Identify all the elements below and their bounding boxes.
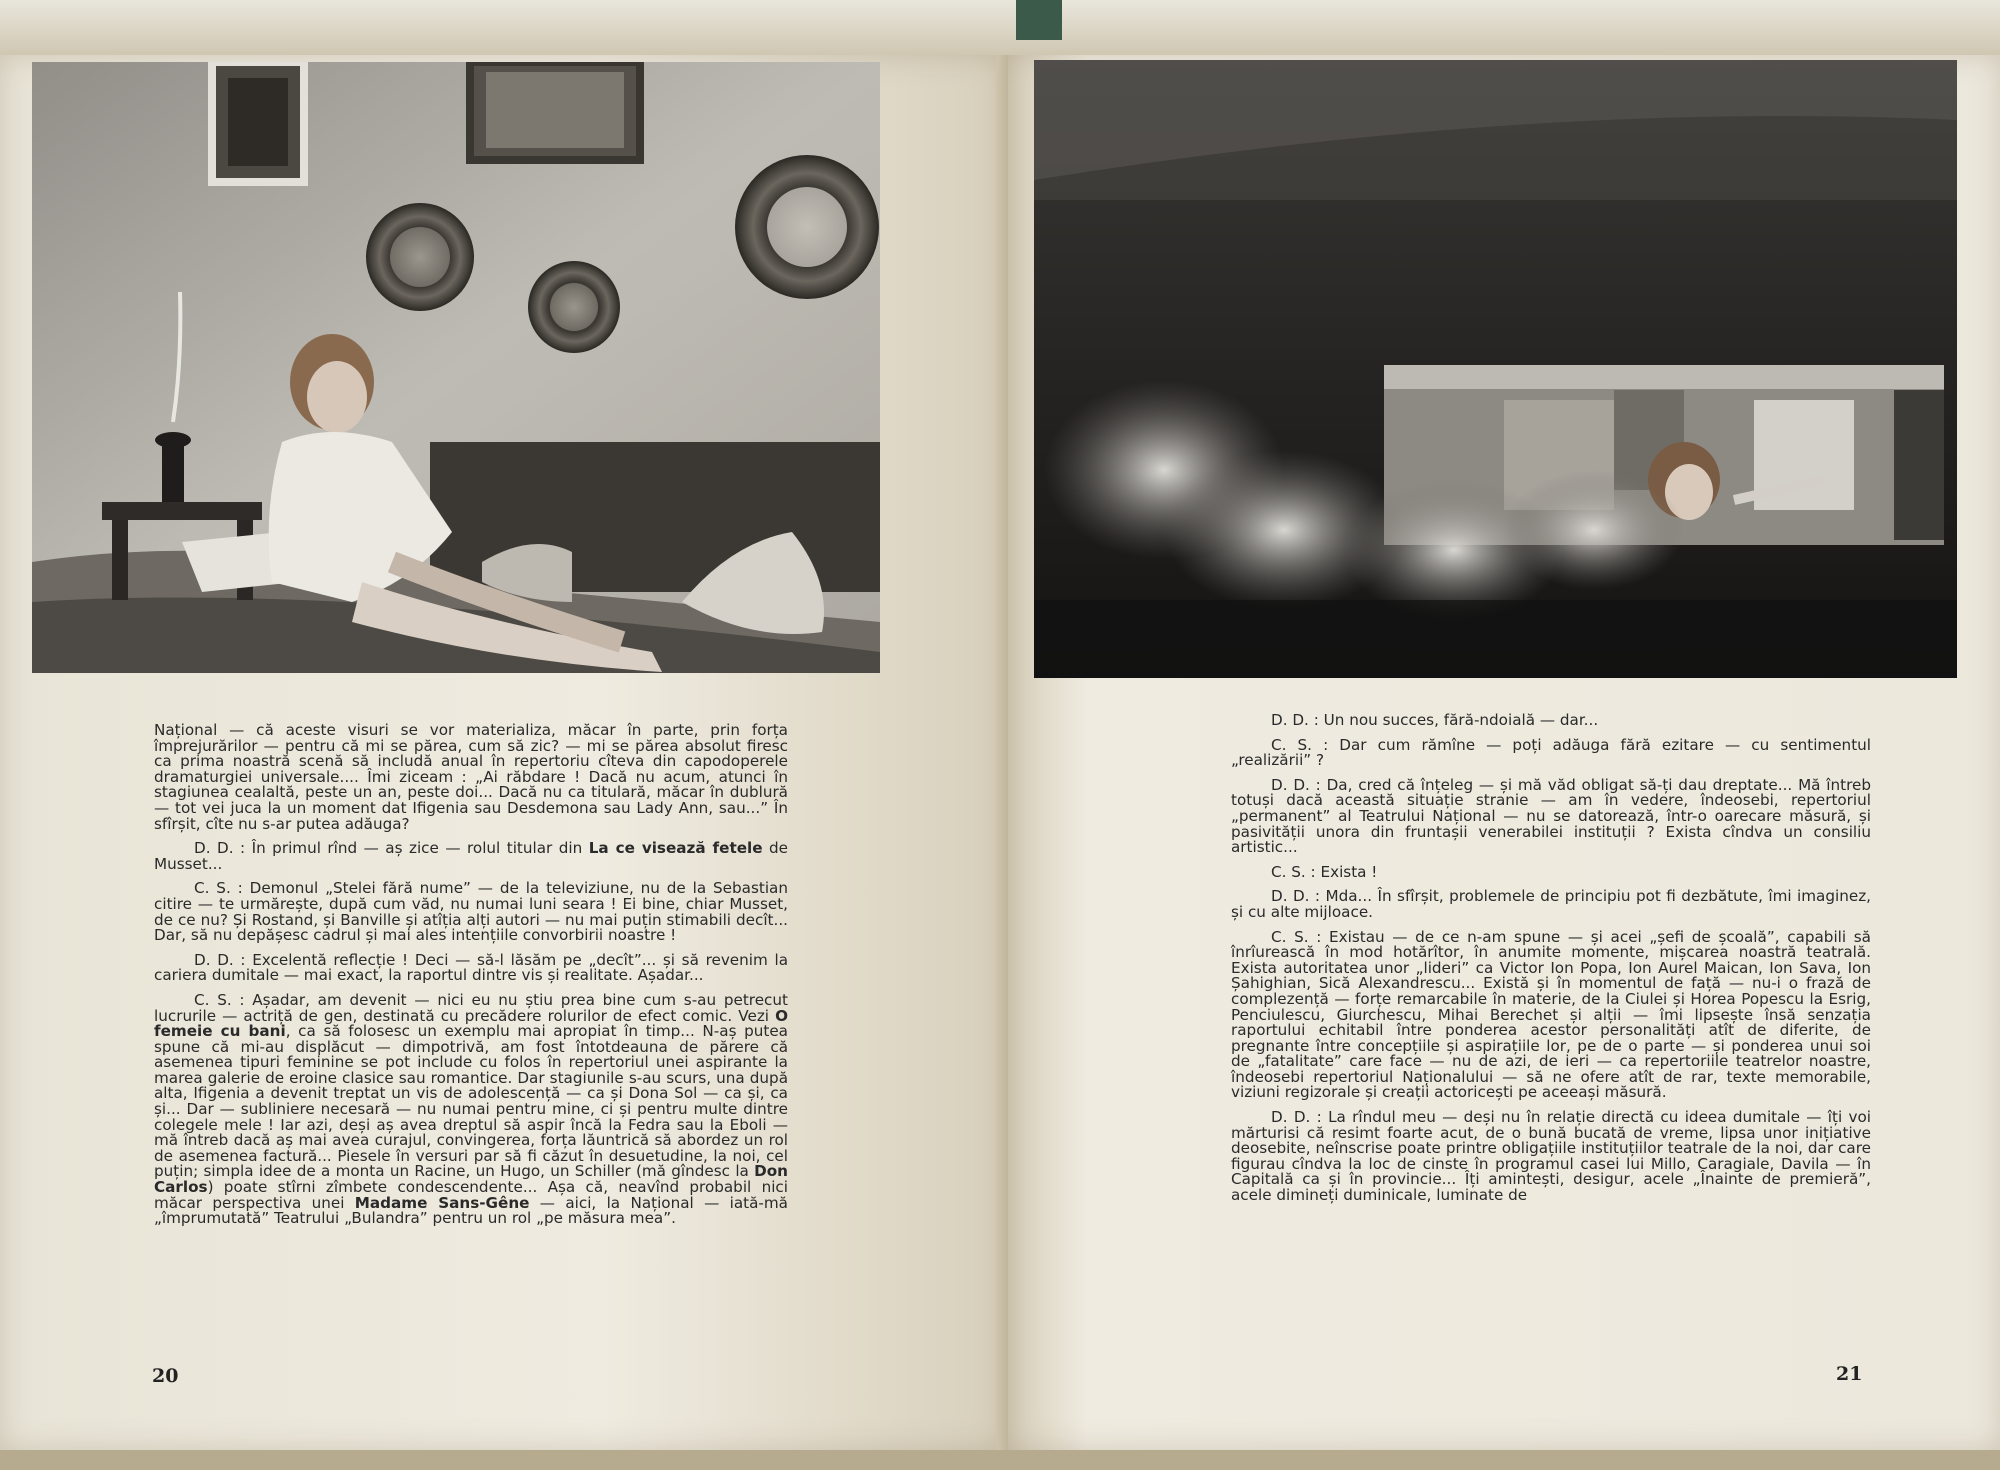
page-number-left: 20 [152, 1365, 179, 1387]
title-emphasis: La ce visează fetele [588, 839, 763, 858]
text-run: C. S. : Existau — de ce n-am spune — și acei „șefi de școală”, capabili să înrîurească în mod hotărîtor, în anumite momente, mișcarea noastră teatrală. Exista autoritatea unor „lideri” ca Victor Ion Popa, Ion Aurel Maican, Ion Sava, Ion Șahighian, Sică Alexandrescu... Există și în momentul de față — nu-i o frază de complezență — forțe remarcabile în materie, de la Ciulei și Horea Popescu la Esrig, Penciulescu, Giurchescu, Mihai Berechet și alții — îmi lipsește însă senzația raportului echitabil între ponderea acestor personalități atît de diferite, de pregnante între concepțiile și aspirațiile lor, pe de o parte — și ponderea unui soi de „fatalitate” care face — nu de azi, de ieri — ca repertoriile teatrelor noastre, îndeosebi repertoriul Naționalului — să ne ofere atît de rar, texte memorabile, viziuni regizorale și creații actoricești pe aceeași măsură. [1231, 927, 1871, 1102]
text-run: D. D. : La rîndul meu — deși nu în relație directă cu ideea dumitale — îți voi mărturisi că resimt foarte acut, de o bună bucată de vreme, lipsa unor inițiative deosebite, neînscrise poate printre obligațiile instituțiilor teatrale de la noi, dar care figurau cîndva la loc de cinste în programul casei lui Millo, Caragiale, Davila — în Capitală ca și în provincie... Îți amintești, desigur, acele „Înainte de premieră”, acele dimineți duminicale, luminate de [1231, 1108, 1871, 1205]
right-page-text [1231, 713, 1871, 1213]
right-paragraph [1231, 775, 1871, 857]
right-paragraph [1231, 1110, 1871, 1204]
text-run: , ca să folosesc un exemplu mai apropiat în timp... N-aș putea spune că mi-au displăcut — dimpotrivă, am fost întotdeauna de părere că asemenea tipuri feminine se pot include cu folos în repertoriul unei aspirante la marea galerie de eroine clasice sau romantice. Dar stagiunile s-au scurs, una după alta, Ifigenia a devenit treptat un vis de adolescență — ca și Dona Sol — ca și, ca și... Dar — subliniere necesară — nu numai pentru mine, ci și pentru multe dintre colegele mele ! Iar azi, deși aș avea dreptul să aspir încă la Fedra sau la Eboli — mă întreb dacă aș mai avea curajul, convingerea, forța lăuntrică să abordez un rol de asemenea factură... Piesele în versuri par să fi căzut în desuetudine, la noi, cel puțin; simpla idee de a monta un Racine, un Hugo, un Schiller (mă gîndesc la [154, 1022, 788, 1181]
text-run: Național — că aceste visuri se vor materializa, măcar în parte, prin forța împrejurărilor — pentru că mi se părea, cum să zic? — mi se părea absolut firesc ca prima noastră scenă să includă anual în repertoriu cîteva din capodoperele dramaturgiei universale.... Îmi ziceam : „Ai răbdare ! Dacă nu acum, atunci în stagiunea cealaltă, peste un an, peste doi... Dacă nu ca titulară, măcar în dublură — tot vei juca la un moment dat Ifigenia sau Desdemona sau Lady Ann, sau...” În sfîrșit, cîte nu s-ar putea adăuga? [154, 721, 788, 833]
text-run: C. S. : Așadar, am devenit — nici eu nu știu prea bine cum s-au petrecut lucrurile — actriță de gen, destinată cu precădere rolurilor de efect comic. Vezi [154, 990, 788, 1025]
left-page-text [154, 723, 788, 1236]
text-run: — aici, la Național — iată-mă „împrumutată” Teatrului „Bulandra” pentru un rol „pe măsura mea”. [154, 1193, 788, 1228]
text-run: D. D. : Excelentă reflecție ! Deci — să-l lăsăm pe „decît”... și să revenim la cariera dumitale — mai exact, la raportul dintre vis și realitate. Așadar... [154, 950, 788, 985]
text-run: de Musset... [154, 839, 788, 873]
right-page-photo [1034, 60, 1957, 678]
text-run: ) poate stîrni zîmbete condescendente... Așa că, neavînd probabil nici măcar perspectiva unei [154, 1178, 788, 1212]
text-run: C. S. : Exista ! [1271, 862, 1378, 881]
left-paragraph [154, 990, 788, 1228]
text-run: D. D. : Un nou succes, fără-ndoială — dar... [1271, 711, 1599, 729]
right-paragraph [1231, 862, 1871, 881]
left-paragraph [154, 841, 788, 872]
text-run: D. D. : Da, cred că înțeleg — și mă văd obligat să-ți dau dreptate... Mă întreb totuși dacă această situație stranie — am în vedere, îndeosebi, repertoriul „permanent” al Teatrului Național — nu se datorează, într-o oarecare măsură, și pasivității unora din fruntașii venerabilei instituții ? Exista cîndva un consiliu artistic... [1231, 775, 1871, 857]
text-run: C. S. : Demonul „Stelei fără nume” — de la televiziune, nu de la Sebastian citire — te urmărește, după cum văd, nu numai luni seara ! Ei bine, chiar Musset, de ce nu? Și Rostand, și Banville și atîția alți autori — nu mai puțin stimabili decît... Dar, să nu depășesc cadrul și mai ales intențiile convorbirii noastre ! [154, 879, 788, 945]
right-paragraph [1231, 735, 1871, 770]
right-paragraph [1231, 889, 1871, 920]
right-page [1008, 55, 2000, 1450]
cover-spine-band [1016, 0, 1062, 40]
book-cover-edge [0, 0, 2000, 62]
text-run: D. D. : Mda... În sfîrșit, problemele de principiu pot fi dezbătute, îmi imaginez, și cu alte mijloace. [1231, 887, 1871, 921]
left-paragraph [154, 723, 788, 832]
left-page [0, 55, 1005, 1450]
text-run: C. S. : Dar cum rămîne — poți adăuga fără ezitare — cu sentimentul „realizării” ? [1231, 735, 1871, 770]
text-run: D. D. : În primul rînd — aș zice — rolul titular din [194, 839, 589, 858]
left-paragraph [154, 881, 788, 943]
left-paragraph [154, 950, 788, 985]
right-paragraph [1231, 713, 1871, 729]
page-number-right: 21 [1836, 1363, 1863, 1385]
title-emphasis: O femeie cu bani [154, 1006, 788, 1041]
title-emphasis: Madame Sans-Gêne [354, 1193, 530, 1212]
title-emphasis: Don Carlos [154, 1162, 788, 1197]
right-paragraph [1231, 927, 1871, 1102]
left-page-photo [32, 62, 880, 673]
